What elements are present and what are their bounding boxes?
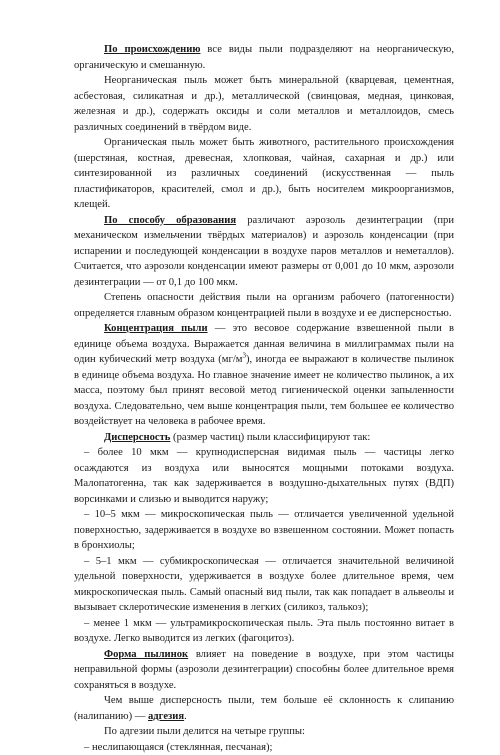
list-item: – неслипающаяся (стеклянная, песчаная); bbox=[74, 740, 454, 755]
paragraph-concentration: Концентрация пыли — это весовое содержание взвешенной пыли в единице объема воздуха. Выражается данная величина в миллиграммах пыли на один кубический метр воздуха $(мг/м^3)$, иногда ее выражают в количестве пылинок в единице объема воздуха. Но главное значение имеет не количество пылинок, а их масса, поэтому был принят весовой метод гигиенической оценки запыленности воздуха. Следовательно, чем выше концентрация пыли, тем большее ее количество воздействует на человека в рабочее время. bbox=[74, 321, 454, 430]
term-adhesion: адгезия bbox=[148, 711, 184, 722]
heading-particle-shape: Форма пылинок bbox=[104, 649, 188, 660]
list-item: – 10–5 мкм — микроскопическая пыль — отличается увеличенной удельной поверхностью, задерживается в воздухе во взвешенном состоянии. Может попасть в бронхиолы; bbox=[74, 507, 454, 554]
heading-concentration: Концентрация пыли bbox=[104, 323, 208, 334]
heading-origin: По происхождению bbox=[104, 44, 200, 55]
list-item: – более 10 мкм — крупнодисперсная видимая пыль — частицы легко осаждаются из воздуха или выносятся мощными потоками воздуха. Малопатогенна, так как задерживается в воздушно-дыхательных путях (ВДП) ворсинками и слизью и выводится наружу; bbox=[74, 445, 454, 507]
list-item: – менее 1 мкм — ультрамикроскопическая пыль. Эта пыль постоянно витает в воздухе. Легко выводится из легких (фагоцитоз). bbox=[74, 616, 454, 647]
paragraph-origin: По происхождению все виды пыли подразделяют на неорганическую, органическую и смешанную. bbox=[74, 42, 454, 73]
paragraph-particle-shape: Форма пылинок влияет на поведение в воздухе, при этом частицы неправильной формы (аэрозоли дезинтеграции) способны более длительное время сохраняться в воздухе. bbox=[74, 647, 454, 694]
paragraph-inorganic: Неорганическая пыль может быть минеральной (кварцевая, цементная, асбестовая, силикатная и др.), металлической (свинцовая, медная, цинковая, железная и др.), содержать оксиды и соли металлов и металлоидов, смесь различных соединений в твёрдом виде. bbox=[74, 73, 454, 135]
document-body bbox=[74, 42, 454, 755]
list-item: – 5–1 мкм — субмикроскопическая — отличается значительной величиной удельной поверхности, удерживается в воздухе более длительное время, чем микроскопическая пыль. Самый опасный вид пыли, так как попадает в альвеолы и вызывает склеротические изменения в легких (силикоз, талькоз); bbox=[74, 554, 454, 616]
paragraph-dispersity: Дисперсность (размер частиц) пыли классифицируют так: bbox=[74, 430, 454, 446]
paragraph-adhesion-groups: По адгезии пыли делится на четыре группы: bbox=[74, 724, 454, 740]
paragraph-formation: По способу образования различают аэрозоль дезинтеграции (при механическом измельчении твёрдых материалов) и аэрозоль конденсации (при испарении и последующей конденсации в воздухе паров металлов и неметаллов). Считается, что аэрозоли конденсации имеют размеры от 0,001 до 10 мкм, аэрозоли дезинтеграции — от 0,1 до 100 мкм. bbox=[74, 213, 454, 291]
heading-formation: По способу образования bbox=[104, 215, 236, 226]
paragraph-adhesion: Чем выше дисперсность пыли, тем больше её склонность к слипанию (налипанию) — адгезия. bbox=[74, 693, 454, 724]
paragraph-organic: Органическая пыль может быть животного, растительного происхождения (шерстяная, костная, древесная, хлопковая, чайная, сахарная и др.) или синтезированной из различных соединений (искусственная — пыль пластификаторов, красителей, смол и др.), быть носителем микроорганизмов, клещей. bbox=[74, 135, 454, 213]
paragraph-danger: Степень опасности действия пыли на организм рабочего (патогенности) определяется главным образом концентрацией пыли в воздухе и ее дисперсностью. bbox=[74, 290, 454, 321]
heading-dispersity: Дисперсность bbox=[104, 432, 170, 443]
